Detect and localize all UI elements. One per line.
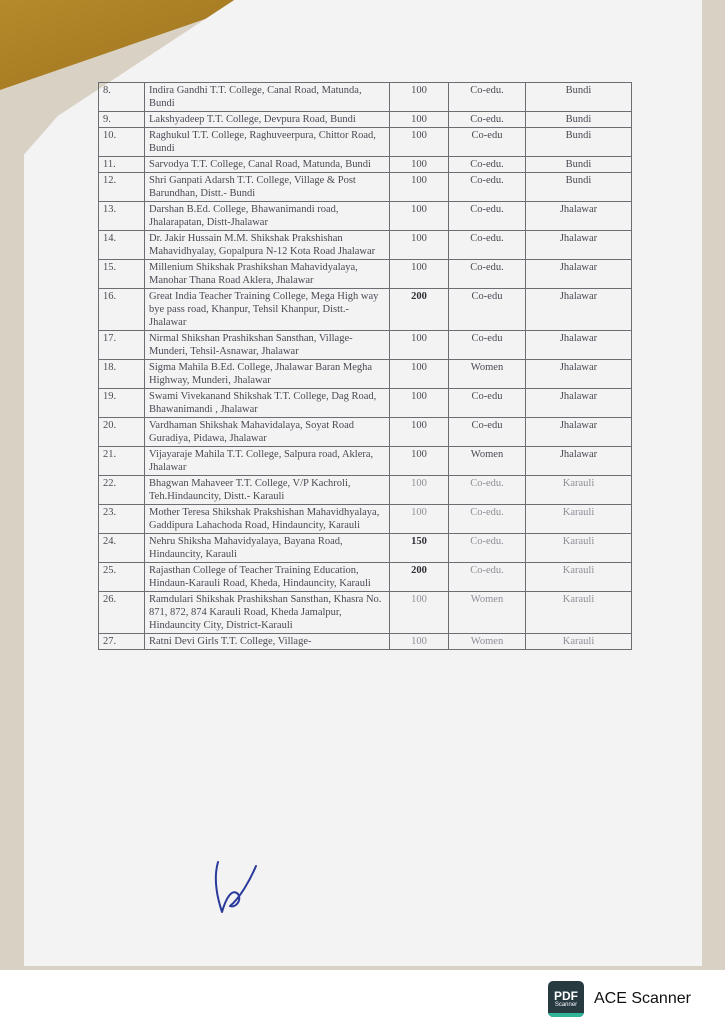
seat-count: 200 [390,563,449,592]
seat-count: 100 [390,634,449,650]
college-list-table [98,82,632,650]
serial-number: 13. [99,202,145,231]
college-type: Co-edu [449,418,526,447]
table-row [99,634,632,650]
college-type: Co-edu. [449,83,526,112]
district-name: Jhalawar [526,289,632,331]
college-type: Women [449,447,526,476]
table-row [99,389,632,418]
serial-number: 27. [99,634,145,650]
table-row [99,231,632,260]
table-row [99,505,632,534]
serial-number: 22. [99,476,145,505]
college-type: Co-edu. [449,231,526,260]
college-name: Shri Ganpati Adarsh T.T. College, Village & Post Barundhan, Distt.- Bundi [145,173,390,202]
serial-number: 20. [99,418,145,447]
table-row [99,83,632,112]
serial-number: 25. [99,563,145,592]
college-name: Ratni Devi Girls T.T. College, Village- [145,634,390,650]
college-type: Women [449,634,526,650]
district-name: Karauli [526,534,632,563]
seat-count: 100 [390,83,449,112]
college-type: Co-edu. [449,476,526,505]
college-name: Ramdulari Shikshak Prashikshan Sansthan, Khasra No. 871, 872, 874 Karauli Road, Kheda Jamalpur, Hindauncity City, District-Karauli [145,592,390,634]
district-name: Karauli [526,563,632,592]
college-name: Great India Teacher Training College, Mega High way bye pass road, Khanpur, Tehsil Khanpur, Distt.- Jhalawar [145,289,390,331]
college-name: Rajasthan College of Teacher Training Education, Hindaun-Karauli Road, Kheda, Hindauncity, Karauli [145,563,390,592]
seat-count: 100 [390,360,449,389]
seat-count: 100 [390,157,449,173]
district-name: Jhalawar [526,360,632,389]
serial-number: 14. [99,231,145,260]
district-name: Jhalawar [526,231,632,260]
district-name: Jhalawar [526,202,632,231]
table-row [99,418,632,447]
table-row [99,534,632,563]
serial-number: 17. [99,331,145,360]
serial-number: 8. [99,83,145,112]
seat-count: 100 [390,331,449,360]
serial-number: 16. [99,289,145,331]
table-row [99,592,632,634]
college-type: Co-edu. [449,505,526,534]
college-type: Co-edu. [449,173,526,202]
college-name: Millenium Shikshak Prashikshan Mahavidyalaya, Manohar Thana Road Aklera, Jhalawar [145,260,390,289]
seat-count: 100 [390,128,449,157]
seat-count: 100 [390,505,449,534]
college-name: Vardhaman Shikshak Mahavidalaya, Soyat Road Guradiya, Pidawa, Jhalawar [145,418,390,447]
district-name: Jhalawar [526,260,632,289]
district-name: Jhalawar [526,418,632,447]
college-name: Darshan B.Ed. College, Bhawanimandi road, Jhalarapatan, Distt-Jhalawar [145,202,390,231]
serial-number: 21. [99,447,145,476]
college-type: Co-edu [449,331,526,360]
pdf-scanner-logo-icon: PDF Scanner [548,981,584,1017]
district-name: Bundi [526,128,632,157]
serial-number: 26. [99,592,145,634]
seat-count: 100 [390,112,449,128]
seat-count: 100 [390,260,449,289]
college-type: Co-edu. [449,157,526,173]
district-name: Bundi [526,83,632,112]
college-name: Nirmal Shikshan Prashikshan Sansthan, Village-Munderi, Tehsil-Asnawar, Jhalawar [145,331,390,360]
district-name: Karauli [526,634,632,650]
serial-number: 10. [99,128,145,157]
table-row [99,173,632,202]
serial-number: 18. [99,360,145,389]
seat-count: 150 [390,534,449,563]
college-name: Bhagwan Mahaveer T.T. College, V/P Kachroli, Teh.Hindauncity, Distt.- Karauli [145,476,390,505]
table-row [99,476,632,505]
table-row [99,447,632,476]
district-name: Karauli [526,476,632,505]
table-row [99,157,632,173]
college-name: Swami Vivekanand Shikshak T.T. College, Dag Road, Bhawanimandi , Jhalawar [145,389,390,418]
college-type: Co-edu. [449,202,526,231]
seat-count: 100 [390,418,449,447]
college-type: Co-edu. [449,260,526,289]
signature-mark [210,858,260,918]
serial-number: 19. [99,389,145,418]
college-type: Co-edu. [449,112,526,128]
serial-number: 9. [99,112,145,128]
table-row [99,563,632,592]
college-name: Sigma Mahila B.Ed. College, Jhalawar Baran Megha Highway, Munderi, Jhalawar [145,360,390,389]
table-row [99,289,632,331]
college-name: Raghukul T.T. College, Raghuveerpura, Chittor Road, Bundi [145,128,390,157]
seat-count: 100 [390,173,449,202]
table-row [99,128,632,157]
table-row [99,202,632,231]
scanner-app-name: ACE Scanner [594,990,691,1007]
college-name: Nehru Shiksha Mahavidyalaya, Bayana Road, Hindauncity, Karauli [145,534,390,563]
serial-number: 12. [99,173,145,202]
college-type: Co-edu [449,389,526,418]
seat-count: 100 [390,202,449,231]
table-row [99,112,632,128]
seat-count: 100 [390,447,449,476]
college-type: Women [449,360,526,389]
college-name: Dr. Jakir Hussain M.M. Shikshak Prakshishan Mahavidhyalay, Gopalpura N-12 Kota Road Jhalawar [145,231,390,260]
district-name: Bundi [526,173,632,202]
serial-number: 11. [99,157,145,173]
serial-number: 24. [99,534,145,563]
seat-count: 100 [390,476,449,505]
college-type: Women [449,592,526,634]
district-name: Jhalawar [526,389,632,418]
college-name: Vijayaraje Mahila T.T. College, Salpura road, Aklera, Jhalawar [145,447,390,476]
college-name: Indira Gandhi T.T. College, Canal Road, Matunda, Bundi [145,83,390,112]
college-type: Co-edu [449,128,526,157]
college-type: Co-edu. [449,563,526,592]
table-row [99,360,632,389]
college-type: Co-edu. [449,534,526,563]
serial-number: 23. [99,505,145,534]
seat-count: 100 [390,592,449,634]
scanner-branding [548,980,691,1018]
district-name: Jhalawar [526,331,632,360]
seat-count: 100 [390,389,449,418]
district-name: Karauli [526,592,632,634]
college-type: Co-edu [449,289,526,331]
table-row [99,331,632,360]
district-name: Karauli [526,505,632,534]
seat-count: 200 [390,289,449,331]
college-name: Mother Teresa Shikshak Prakshishan Mahavidhyalaya, Gaddipura Lahachoda Road, Hindauncity, Karauli [145,505,390,534]
seat-count: 100 [390,231,449,260]
district-name: Bundi [526,157,632,173]
district-name: Bundi [526,112,632,128]
serial-number: 15. [99,260,145,289]
table-row [99,260,632,289]
district-name: Jhalawar [526,447,632,476]
college-name: Lakshyadeep T.T. College, Devpura Road, Bundi [145,112,390,128]
college-name: Sarvodya T.T. College, Canal Road, Matunda, Bundi [145,157,390,173]
